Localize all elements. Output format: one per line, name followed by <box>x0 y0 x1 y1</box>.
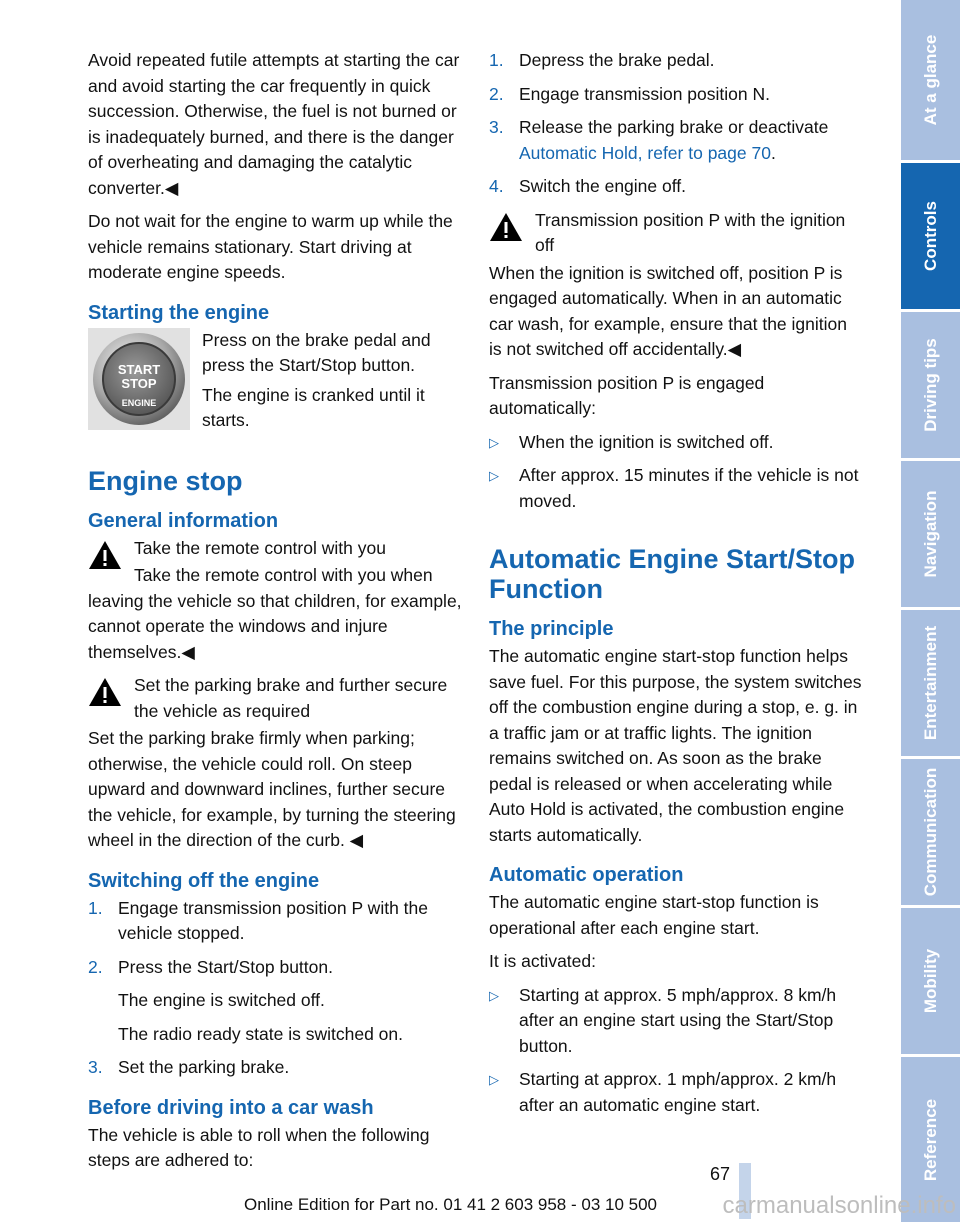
auto-p-intro: Transmission position P is engaged automatically: <box>489 372 765 418</box>
warning-transmission-p-body: When the ignition is switched off, position P is engaged automatically. When in an automatic car wash, for example, ensure that the ignition is not switched off accidentally.◀ <box>489 262 847 359</box>
list-item <box>489 983 863 1060</box>
bullet-triangle-icon: ▷ <box>489 987 499 1003</box>
intro-paragraph-1: Avoid repeated futile attempts at starting the car and avoid starting the car frequently in quick succession. Otherwise, the fuel is not burned or is inadequately burned, and there is the danger of overheating and damaging the catalytic converter.◀ <box>88 50 460 198</box>
step-text: Switch the engine off. <box>519 176 687 196</box>
auto-p-list <box>489 430 863 515</box>
bullet-text: After approx. 15 minutes if the vehicle is not moved. <box>519 465 859 511</box>
start-label: START <box>117 361 161 377</box>
auto-hold-link[interactable]: Automatic Hold, refer to page 70 <box>519 142 771 163</box>
tab-label: Reference <box>920 1098 940 1181</box>
step-number: 1. <box>489 50 504 70</box>
right-column <box>489 48 863 1126</box>
car-wash-heading: Before driving into a car wash <box>88 1096 374 1119</box>
tab-controls[interactable] <box>901 163 960 309</box>
activated-intro: It is activated: <box>489 951 596 971</box>
activated-list <box>489 983 863 1119</box>
step-text: Release the parking brake or deactivate <box>519 117 829 137</box>
principle-heading: The principle <box>489 618 614 640</box>
switching-sub-1: The engine is switched off. <box>118 990 325 1010</box>
step-number: 3. <box>489 117 504 137</box>
starting-step-1: Press on the brake pedal and press the Start/Stop button. <box>202 329 431 375</box>
step-number: 2. <box>489 83 504 104</box>
bullet-triangle-icon: ▷ <box>489 468 499 483</box>
tab-label: Entertainment <box>920 625 940 741</box>
step-text: Depress the brake pedal. <box>519 50 715 70</box>
tab-label: At a glance <box>920 34 940 126</box>
list-item <box>489 430 863 456</box>
list-item <box>88 896 462 947</box>
tab-communication[interactable] <box>901 759 960 905</box>
start-stop-button-icon <box>88 328 190 430</box>
starting-engine-heading: Starting the engine <box>88 301 270 324</box>
automatic-operation-body: The automatic engine start-stop function is operational after each engine start. <box>489 892 819 938</box>
list-item <box>489 115 863 166</box>
step-number: 3. <box>88 1057 103 1077</box>
step-text: Press the Start/Stop button. <box>118 956 333 977</box>
stop-label: STOP <box>121 375 157 391</box>
tab-at-a-glance[interactable] <box>901 0 960 160</box>
principle-body: The automatic engine start-stop function helps save fuel. For this purpose, the system switches off the combustion engine during a stop, e. g. in a traffic jam or at traffic lights. The ignition remains switched on. As soon as the brake pedal is released or when accelerating while Auto Hold is activated, the combustion engine starts automatically. <box>489 646 862 845</box>
step-number: 4. <box>489 176 504 196</box>
warning-triangle-icon <box>88 540 122 570</box>
step-text: Engage transmission position N. <box>519 83 770 104</box>
bullet-text: When the ignition is switched off. <box>519 431 774 452</box>
list-item <box>489 48 863 74</box>
watermark: carmanualsonline.info <box>722 1192 956 1219</box>
tab-label: Driving tips <box>920 338 940 432</box>
intro-paragraph-2: Do not wait for the engine to warm up while the vehicle remains stationary. Start driving at moderate engine speeds. <box>88 211 453 282</box>
tab-label: Controls <box>920 201 940 271</box>
chapter-tabs <box>901 0 960 1222</box>
switching-off-steps <box>88 896 462 981</box>
left-column <box>88 48 462 1182</box>
footer-edition: Online Edition for Part no. 01 41 2 603 958 - 03 10 500 <box>243 1195 657 1214</box>
warning-remote-control-title: Take the remote control with you <box>134 537 386 558</box>
start-instructions <box>202 328 462 438</box>
step-number: 2. <box>88 956 103 977</box>
warning-triangle-icon <box>489 212 523 242</box>
tab-label: Navigation <box>920 490 940 578</box>
warning-parking-brake-body: Set the parking brake firmly when parking; otherwise, the vehicle could roll. On steep upward and downward inclines, further secure the vehicle, for example, by turning the steering wheel in the direction of the curb. ◀ <box>88 728 456 850</box>
warning-transmission-p <box>489 208 863 259</box>
warning-parking-brake-title: Set the parking brake and further secure the vehicle as required <box>134 675 448 721</box>
switching-off-steps-cont <box>88 1055 462 1081</box>
bullet-text: Starting at approx. 1 mph/approx. 2 km/h after an automatic engine start. <box>519 1069 837 1115</box>
bullet-text: Starting at approx. 5 mph/approx. 8 km/h after an engine start using the Start/Stop button. <box>519 984 837 1056</box>
bullet-triangle-icon: ▷ <box>489 1072 499 1087</box>
tab-mobility[interactable] <box>901 908 960 1054</box>
automatic-operation-heading: Automatic operation <box>489 864 684 886</box>
step-number: 1. <box>88 897 103 918</box>
tab-driving-tips[interactable] <box>901 312 960 458</box>
list-item <box>88 955 462 981</box>
start-stop-button-image <box>88 328 190 430</box>
warning-triangle-icon <box>88 677 122 707</box>
list-item <box>489 1067 863 1118</box>
tab-label: Communication <box>920 767 940 897</box>
step-text: Engage transmission position P with the vehicle stopped. <box>118 897 428 943</box>
starting-step-2: The engine is cranked until it starts. <box>202 384 425 430</box>
start-button-block <box>88 328 462 438</box>
warning-parking-brake <box>88 673 462 724</box>
tab-navigation[interactable] <box>901 461 960 607</box>
bullet-triangle-icon: ▷ <box>489 434 499 450</box>
car-wash-steps <box>489 48 863 200</box>
list-item <box>489 463 863 514</box>
warning-remote-control <box>88 536 462 562</box>
warning-transmission-p-title: Transmission position P with the ignition off <box>535 209 846 255</box>
tab-entertainment[interactable] <box>901 610 960 756</box>
step-text: Set the parking brake. <box>118 1057 290 1077</box>
switching-off-heading: Switching off the engine <box>88 869 320 892</box>
list-item <box>489 82 863 108</box>
list-item <box>88 1055 462 1081</box>
page-number: 67 <box>709 1164 730 1184</box>
engine-stop-title: Engine stop <box>88 465 243 496</box>
car-wash-intro: The vehicle is able to roll when the following steps are adhered to: <box>88 1124 430 1170</box>
link-end: . <box>770 142 776 163</box>
aess-title: Automatic Engine Start/Stop Function <box>489 544 856 604</box>
general-information-heading: General information <box>88 509 279 532</box>
warning-remote-control-body: Take the remote control with you when leaving the vehicle so that children, for example, cannot operate the windows and injure themselves.◀ <box>88 565 462 662</box>
tab-label: Mobility <box>920 948 940 1014</box>
list-item <box>489 174 863 200</box>
engine-label: ENGINE <box>121 397 157 408</box>
switching-sub-2: The radio ready state is switched on. <box>118 1023 404 1044</box>
